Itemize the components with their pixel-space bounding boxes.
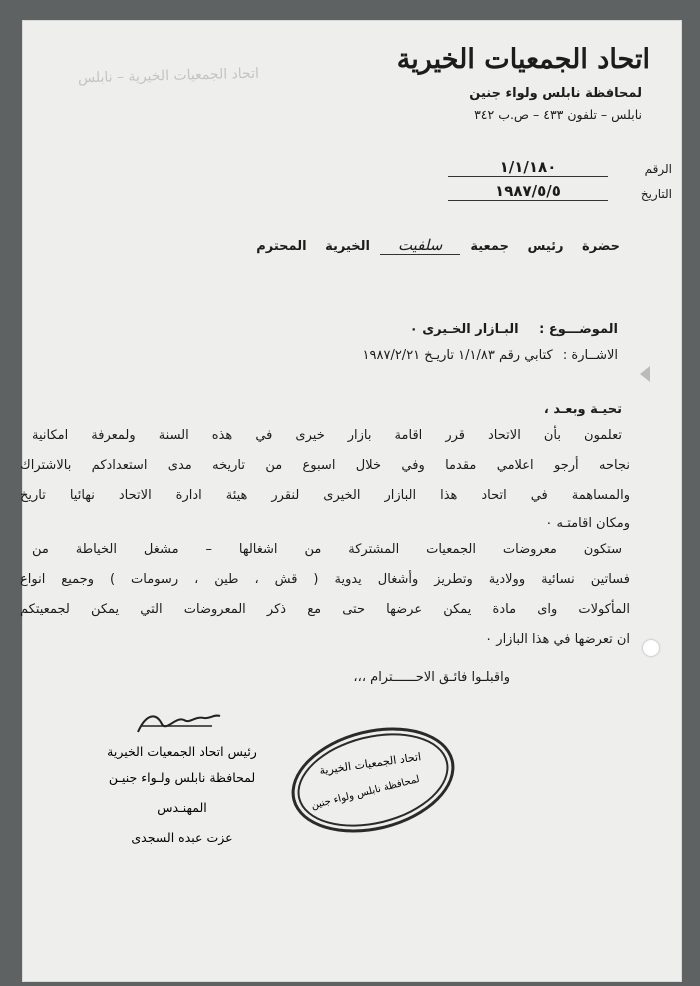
organization-contact: نابلس – تلفون ٤٣٣ – ص.ب ٣٤٢ bbox=[474, 107, 642, 122]
body-line-1: تعلمون بأن الاتحاد قرر اقامة بازار خيرى في هذه السنة ولمعرفة امكانية bbox=[32, 428, 622, 443]
body-line-6: فساتين نسائية وولادية وتطريز وأشغال يدوية ( قش ، طين ، رسومات ) وجميع انواع bbox=[20, 572, 630, 587]
addressee-line bbox=[256, 236, 620, 255]
body-line-7: المأكولات واى مادة يمكن عرضها حتى مع ذكر المعروضات التي يمكن لجمعيتكم bbox=[20, 602, 630, 617]
body-line-3: والمساهمة في اتحاد هذا البازار الخيرى لنقرر هيئة ادارة الاتحاد نهائيا تاريخ bbox=[20, 488, 630, 503]
subject-line bbox=[410, 322, 618, 337]
signer-name: عزت عبده السجدى bbox=[131, 830, 233, 845]
date-label: التاريخ bbox=[640, 187, 672, 201]
faint-bleedthrough: اتحاد الجمعيات الخيرية – نابلس bbox=[77, 65, 260, 87]
signer-profession: المهنـدس bbox=[157, 800, 207, 815]
body-line-2: نجاحه أرجو اعلامي مقدما وفي خلال اسبوع من تاريخه مدى استعدادكم بالاشتراك bbox=[20, 458, 630, 473]
signer-title-line1: رئيس اتحاد الجمعيات الخيرية bbox=[107, 744, 257, 759]
reference-line bbox=[363, 348, 618, 363]
subject-label: الموضـــوع : bbox=[539, 322, 618, 337]
body-line-4: ومكان اقامتـه ٠ bbox=[545, 516, 630, 531]
date-value: ١٩٨٧/٥/٥ bbox=[448, 182, 608, 201]
signer-title-line2: لمحافظة نابلس ولـواء جنيـن bbox=[108, 770, 256, 785]
addressee-suffix: الخيرية المحترم bbox=[256, 239, 370, 254]
reference-line-label: الاشــارة : bbox=[562, 348, 618, 363]
scan-artifact-speck bbox=[643, 640, 659, 656]
stamp-text-2: لمحافظة نابلس ولواء جنين bbox=[310, 773, 421, 812]
addressee-handwritten-name: سلفيت bbox=[380, 236, 460, 255]
handwritten-signature bbox=[132, 706, 222, 740]
stamp-text-1: اتحاد الجمعيات الخيرية bbox=[318, 750, 422, 778]
body-line-8: ان تعرضها في هذا البازار ٠ bbox=[485, 632, 630, 647]
greeting: تحيـة وبعـد ، bbox=[543, 402, 622, 417]
addressee-prefix: حضرة رئيس جمعية bbox=[470, 239, 620, 254]
subject-value: البـازار الخـيرى ٠ bbox=[409, 322, 519, 337]
reference-line-value: كتابي رقم ١/١/٨٣ تاريـخ ١٩٨٧/٢/٢١ bbox=[362, 348, 553, 363]
reference-number-label: الرقم bbox=[644, 162, 672, 176]
reference-number-value: ١/١/١٨٠ bbox=[448, 158, 608, 177]
organization-title: اتحاد الجمعيات الخيرية bbox=[396, 44, 650, 75]
scan-artifact-mark bbox=[640, 366, 650, 382]
closing-line: واقبلـوا فائـق الاحــــــترام ،،، bbox=[353, 670, 510, 685]
organization-region: لمحافظة نابلس ولواء جنين bbox=[469, 86, 642, 101]
body-line-5: ستكون معروضات الجمعيات المشتركة من اشغالها – مشغل الخياطة من bbox=[32, 542, 622, 557]
